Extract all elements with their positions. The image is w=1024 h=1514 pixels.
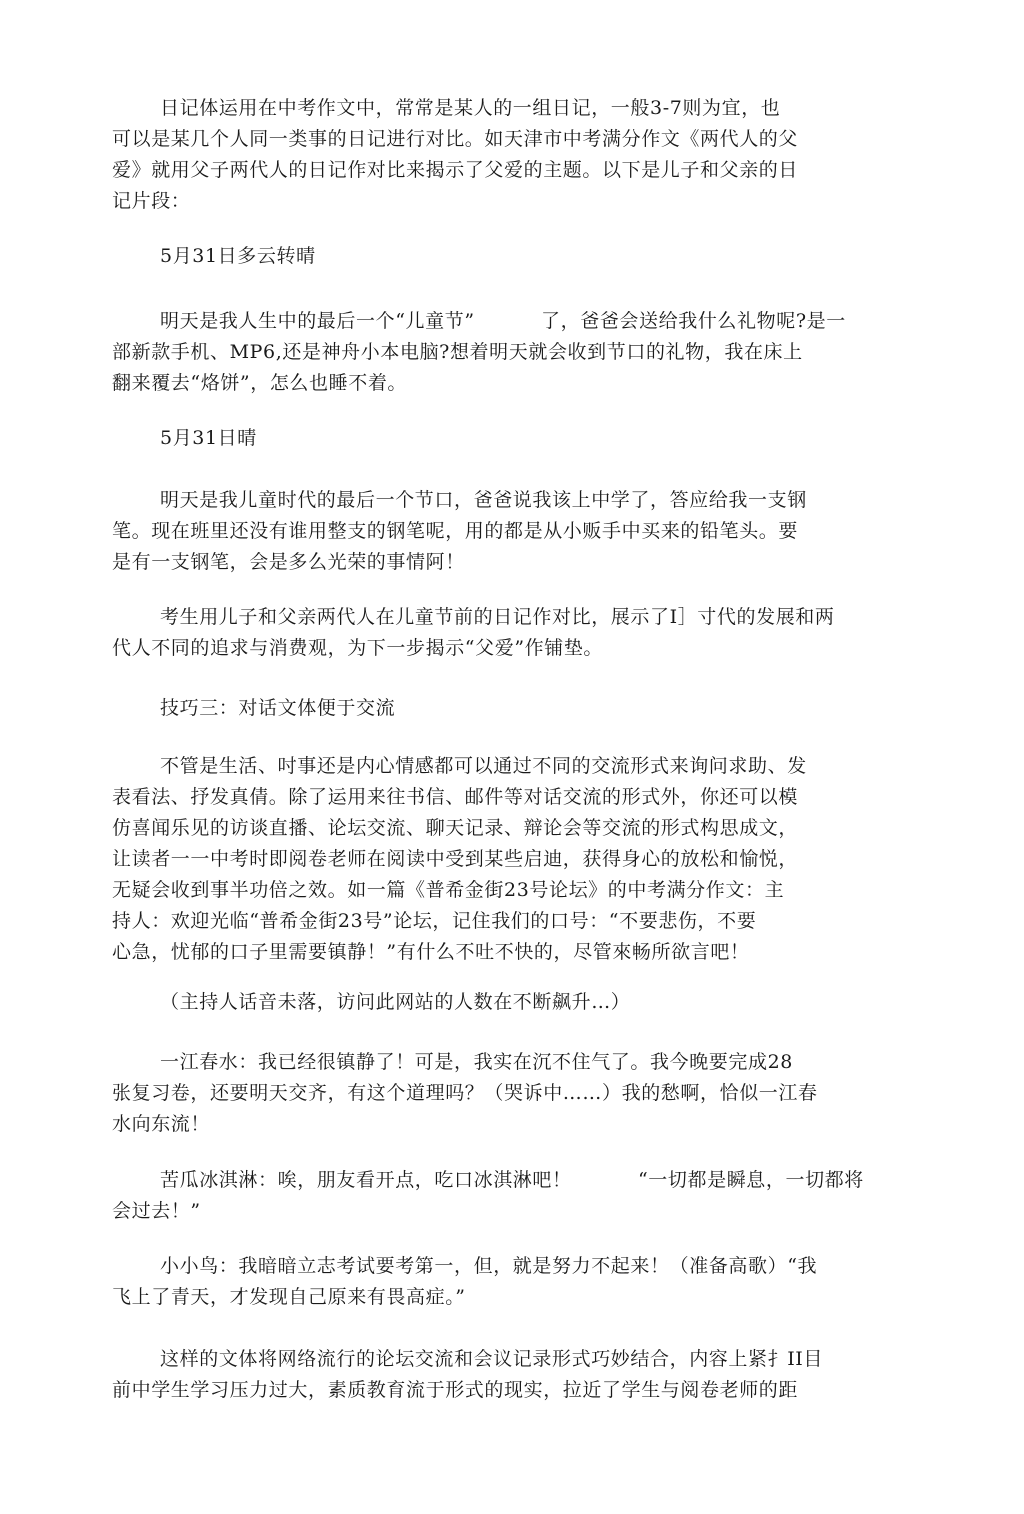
- text-line: 5月31日多云转晴: [160, 245, 316, 267]
- text-line: 考生用儿子和父亲两代人在儿童节前的日记作对比，展示了I］寸代的发展和两: [160, 606, 835, 628]
- text-line: 水向东流！: [112, 1113, 211, 1135]
- text-line: 不管是生活、吋事还是内心情感都可以通过不同的交流形式来询问求助、发: [160, 755, 807, 777]
- text-line: 持人：欢迎光临“普希金街23号”论坛，记住我们的口号：“不要悲伤，不要: [112, 910, 757, 932]
- text-line: 前中学生学习压力过大，素质教育流于形式的现实，拉近了学生与阅卷老师的距: [112, 1379, 799, 1401]
- text-line: 部新款手机、MP6,还是神舟小本电脑?想着明天就会收到节口的礼物，我在床上: [112, 341, 803, 363]
- text-line: 明天是我儿童时代的最后一个节口，爸爸说我该上中学了，答应给我一支钢: [160, 489, 807, 511]
- text-line: 会过去！”: [112, 1200, 201, 1222]
- text-line: 可以是某几个人同一类事的日记进行对比。如天津市中考满分作文《两代人的父: [112, 128, 799, 150]
- text-line: 记片段：: [112, 190, 191, 212]
- text-line: 表看法、抒发真倩。除了运用来往书信、邮件等对话交流的形式外，你还可以模: [112, 786, 799, 808]
- text-line: 让读者一一中考时即阅卷老师在阅读中受到某些启迪，获得身心的放松和愉悦，: [112, 848, 799, 870]
- text-line: 明天是我人生中的最后一个“儿童节” 了，爸爸会送给我什么礼物呢?是一: [160, 310, 846, 332]
- text-line: （主持人话音未落，访问此网站的人数在不断飙升…）: [160, 991, 631, 1013]
- text-line: 苦瓜冰淇淋：唉，朋友看开点，吃口冰淇淋吧！ “一切都是瞬息，一切都将: [160, 1169, 864, 1191]
- text-line: 日记体运用在中考作文中，常常是某人的一组日记，一般3-7则为宜，也: [160, 97, 781, 119]
- text-line: 技巧三：对话文体便于交流: [160, 697, 396, 719]
- text-line: 这样的文体将网络流行的论坛交流和会议记录形式巧妙结合，内容上紧扌II目: [160, 1348, 824, 1370]
- text-line: 翻来覆去“烙饼”，怎么也睡不着。: [112, 372, 408, 394]
- text-line: 代人不同的追求与消费观，为下一步揭示“父爱”作铺垫。: [112, 637, 604, 659]
- text-line: 是有一支钢笔，会是多么光荣的事情阿！: [112, 551, 465, 573]
- text-line: 5月31日晴: [160, 427, 257, 449]
- text-line: 张复习卷，还要明天交齐，有这个道理吗？（哭诉中……）我的愁啊，恰似一江春: [112, 1082, 818, 1104]
- text-line: 仿喜闻乐见的访谈直播、论坛交流、聊天记录、辩论会等交流的形式构思成文，: [112, 817, 799, 839]
- text-line: 心急，忧郁的口子里需要镇静！”有什么不吐不快的，尽管來畅所欲言吧！: [112, 941, 750, 963]
- text-line: 无疑会收到事半功倍之效。如一篇《普希金街23号论坛》的中考满分作文：主: [112, 879, 785, 901]
- text-line: 一江春水：我已经很镇静了！可是，我实在沉不住气了。我今晚要完成28: [160, 1051, 793, 1073]
- text-line: 小小鸟：我暗暗立志考试要考第一，但，就是努力不起来！（准备高歌）“我: [160, 1255, 818, 1277]
- text-line: 飞上了青天，才发现自己原来有畏高症。”: [112, 1286, 466, 1308]
- text-line: 爱》就用父子两代人的日记作对比来揭示了父爱的主题。以下是儿子和父亲的日: [112, 159, 799, 181]
- text-line: 笔。现在班里还没有谁用整支的钢笔呢，用的都是从小贩手中买来的铅笔头。要: [112, 520, 799, 542]
